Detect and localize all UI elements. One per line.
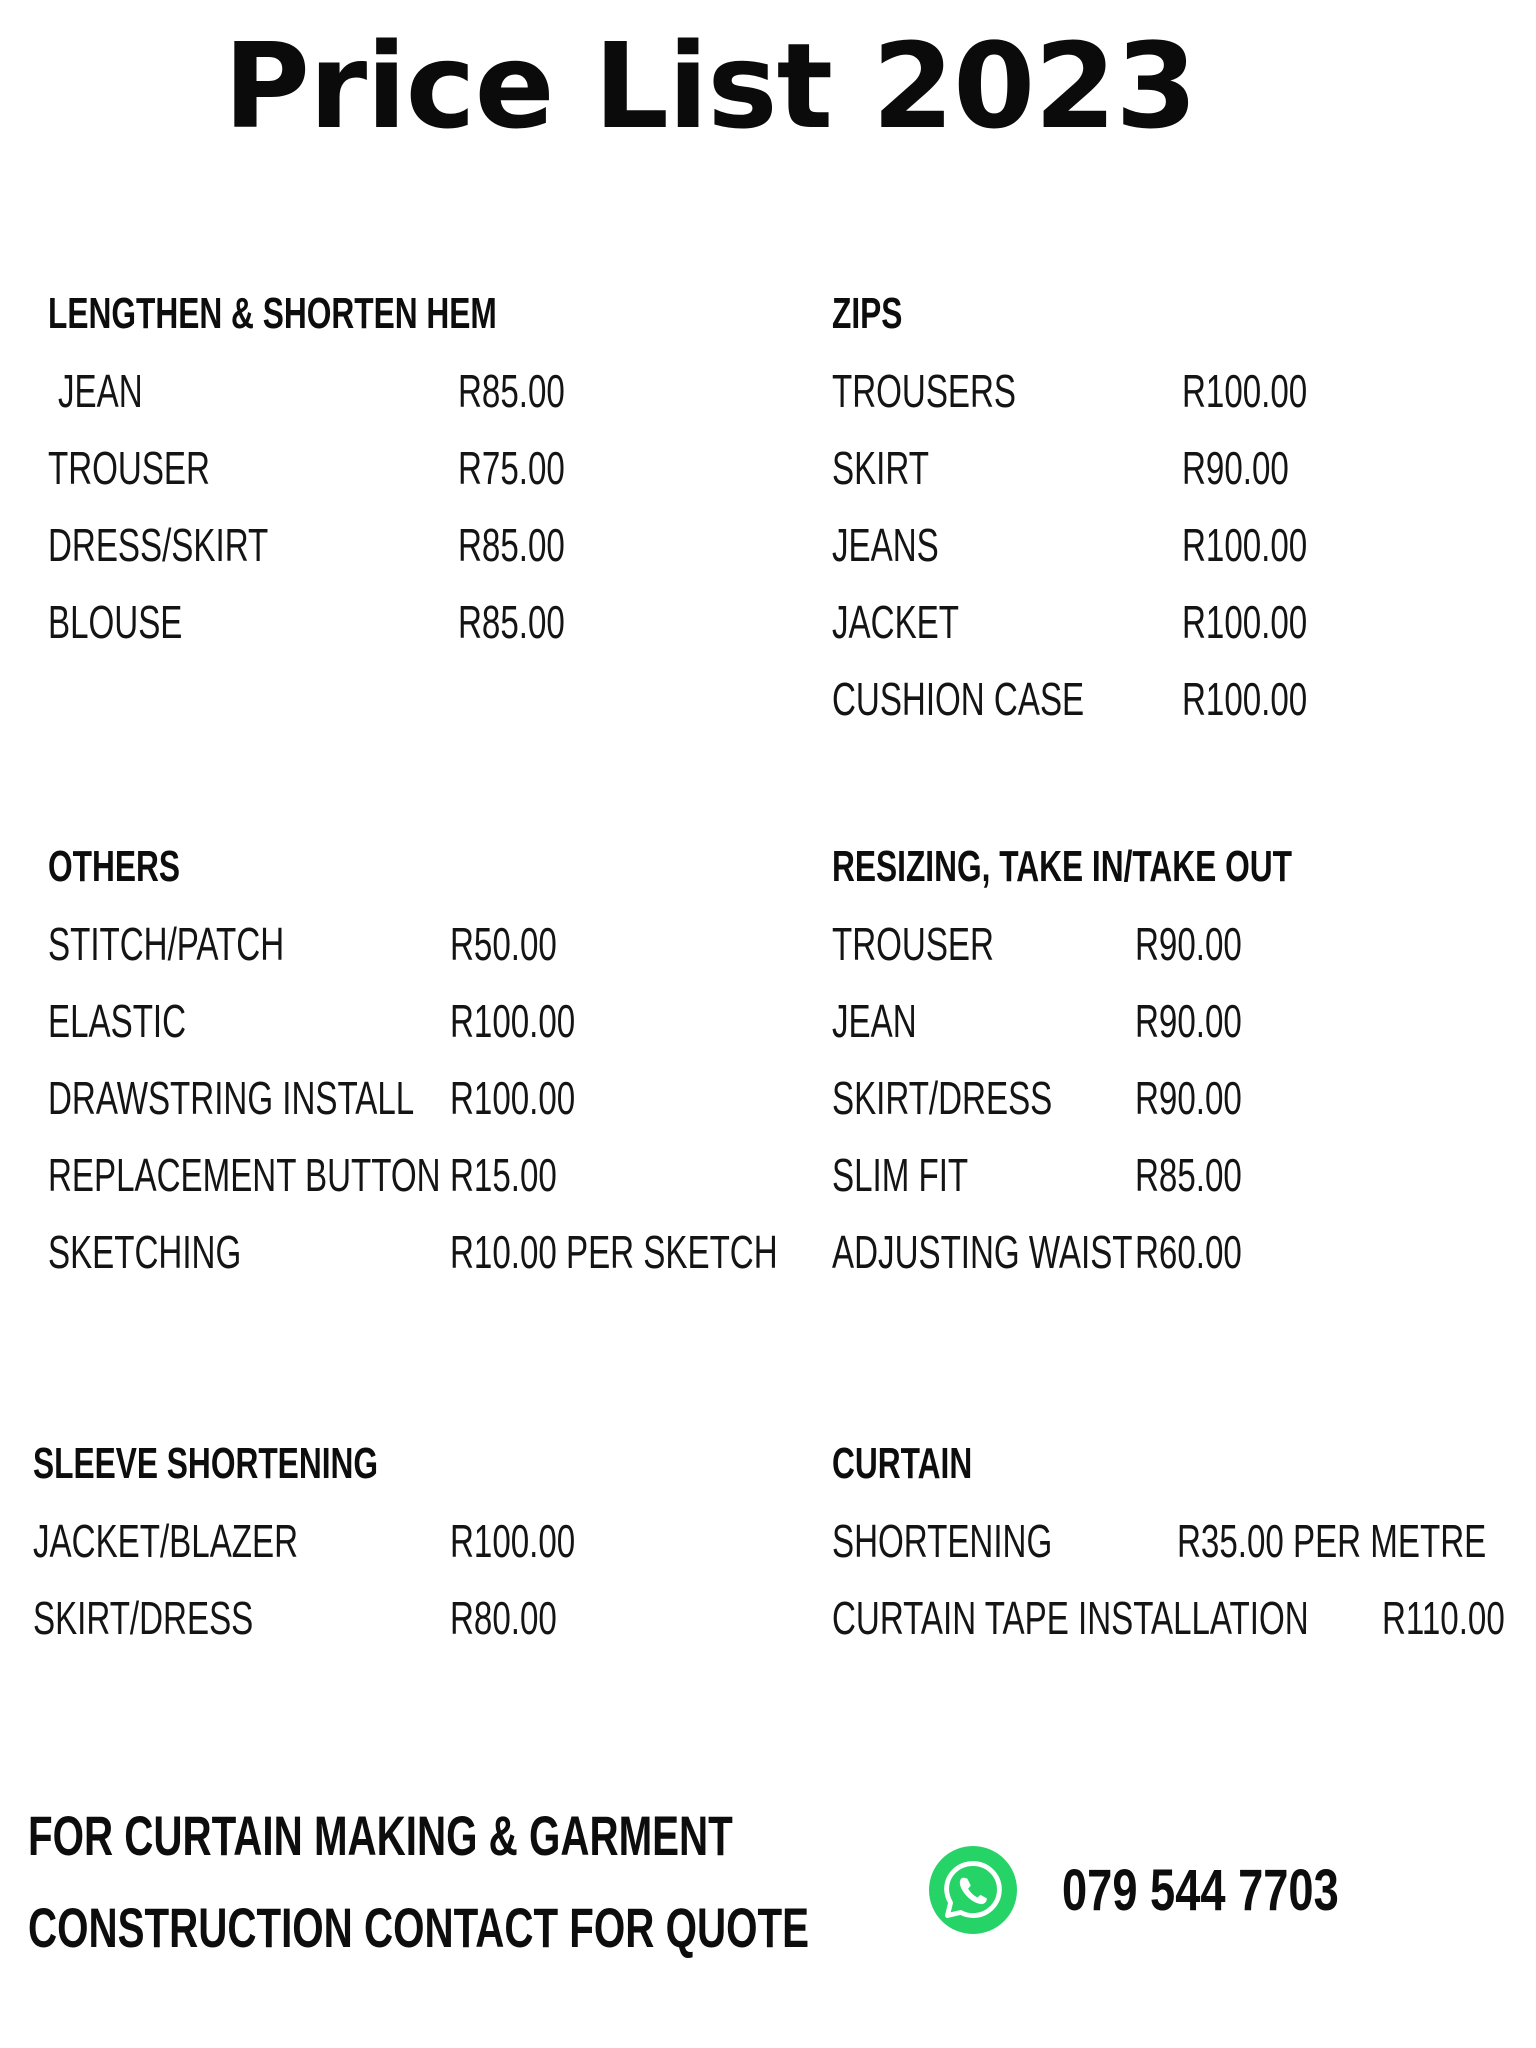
item-name: ADJUSTING WAIST <box>832 1226 1133 1278</box>
item-price: R75.00 <box>458 442 565 494</box>
price-row <box>832 361 1308 438</box>
item-price: R100.00 <box>1182 365 1308 417</box>
price-row <box>48 592 671 669</box>
item-price: R10.00 PER SKETCH <box>450 1226 778 1278</box>
item-price: R35.00 PER METRE <box>1177 1515 1487 1567</box>
item-name: SHORTENING <box>832 1515 1053 1567</box>
price-row <box>832 1222 1471 1299</box>
item-name: ELASTIC <box>48 995 187 1047</box>
price-row <box>48 914 557 991</box>
section-others <box>48 836 778 1299</box>
whatsapp-icon[interactable] <box>929 1846 1017 1934</box>
footer-note <box>28 1790 809 1974</box>
section-heading-sleeve: SLEEVE SHORTENING <box>33 1439 379 1488</box>
item-price: R90.00 <box>1135 1072 1242 1124</box>
phone-number[interactable]: 079 544 7703 <box>1062 1858 1339 1923</box>
item-price: R15.00 <box>450 1149 557 1201</box>
price-row <box>832 914 1471 991</box>
price-row <box>832 592 1308 669</box>
item-price: R80.00 <box>450 1592 557 1644</box>
item-price: R90.00 <box>1135 918 1242 970</box>
item-price: R90.00 <box>1182 442 1289 494</box>
item-name: SKIRT/DRESS <box>832 1072 1053 1124</box>
footer-line-1: FOR CURTAIN MAKING & GARMENT <box>28 1804 733 1867</box>
item-name: DRAWSTRING INSTALL <box>48 1072 415 1124</box>
footer-line-2: CONSTRUCTION CONTACT FOR QUOTE <box>28 1896 809 1959</box>
price-row <box>832 1511 1487 1588</box>
item-name: TROUSERS <box>832 365 1017 417</box>
price-row <box>48 1145 557 1222</box>
item-price: R100.00 <box>450 1515 576 1567</box>
item-price: R100.00 <box>450 995 576 1047</box>
item-name: SKIRT <box>832 442 929 494</box>
item-price: R90.00 <box>1135 995 1242 1047</box>
section-resizing <box>832 836 1471 1299</box>
item-name: SKIRT/DRESS <box>33 1592 254 1644</box>
price-row <box>832 1588 1505 1665</box>
item-price: R60.00 <box>1135 1226 1242 1278</box>
price-row <box>832 991 1471 1068</box>
price-row <box>48 438 671 515</box>
section-heading-zips: ZIPS <box>832 289 903 338</box>
item-name: SLIM FIT <box>832 1149 969 1201</box>
item-price: R100.00 <box>1182 596 1308 648</box>
price-row <box>832 1068 1471 1145</box>
section-heading-curtain: CURTAIN <box>832 1439 973 1488</box>
item-name: STITCH/PATCH <box>48 918 285 970</box>
price-row <box>48 991 576 1068</box>
item-price: R100.00 <box>1182 519 1308 571</box>
item-name: JACKET <box>832 596 959 648</box>
item-name: TROUSER <box>832 918 994 970</box>
price-row <box>48 515 671 592</box>
item-price: R85.00 <box>458 519 565 571</box>
price-row <box>832 438 1289 515</box>
item-price: R85.00 <box>1135 1149 1242 1201</box>
item-name: DRESS/SKIRT <box>48 519 269 571</box>
item-name: JEAN <box>58 365 143 417</box>
section-zips <box>832 283 1308 746</box>
price-row <box>33 1588 557 1665</box>
section-heading-others: OTHERS <box>48 842 181 891</box>
item-price: R50.00 <box>450 918 557 970</box>
item-name: JEANS <box>832 519 939 571</box>
price-row <box>832 1145 1471 1222</box>
price-row <box>48 361 671 438</box>
item-name: CURTAIN TAPE INSTALLATION <box>832 1592 1309 1644</box>
item-name: BLOUSE <box>48 596 183 648</box>
price-row <box>832 515 1308 592</box>
section-sleeve <box>33 1433 576 1665</box>
item-name: SKETCHING <box>48 1226 242 1278</box>
item-name: JEAN <box>832 995 917 1047</box>
item-price: R85.00 <box>458 365 565 417</box>
price-row <box>832 669 1308 746</box>
page-title: Price List 2023 <box>223 17 1197 155</box>
item-name: CUSHION CASE <box>832 673 1085 725</box>
item-price: R100.00 <box>450 1072 576 1124</box>
price-row <box>48 1222 778 1299</box>
section-heading-hem: LENGTHEN & SHORTEN HEM <box>48 289 497 338</box>
price-row <box>48 1068 576 1145</box>
section-hem <box>48 283 671 669</box>
item-price: R110.00 <box>1382 1592 1505 1644</box>
item-name: REPLACEMENT BUTTON <box>48 1149 441 1201</box>
section-curtain <box>832 1433 1505 1665</box>
price-row <box>33 1511 576 1588</box>
section-heading-resizing: RESIZING, TAKE IN/TAKE OUT <box>832 842 1292 891</box>
item-price: R85.00 <box>458 596 565 648</box>
item-name: JACKET/BLAZER <box>33 1515 299 1567</box>
item-name: TROUSER <box>48 442 210 494</box>
item-price: R100.00 <box>1182 673 1308 725</box>
